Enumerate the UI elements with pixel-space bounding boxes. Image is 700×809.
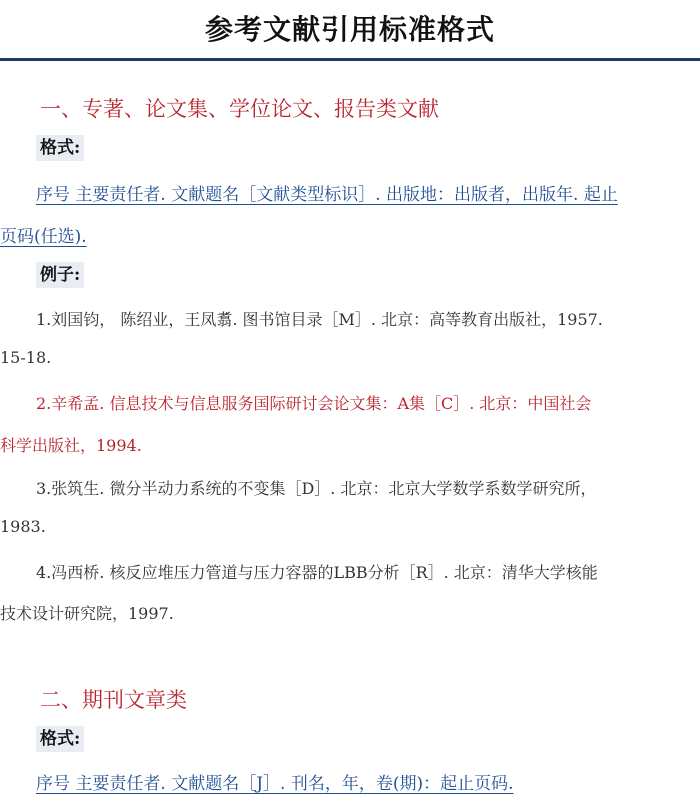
example-line-highlight: 科学出版社，1994.: [0, 436, 142, 455]
format-line: 序号 主要责任者. 文献题名［文献类型标识］. 出版地：出版者，出版年. 起止: [36, 185, 618, 205]
example-line: 技术设计研究院，1997.: [0, 604, 174, 623]
format-label: 格式:: [36, 135, 84, 161]
example-line: 1.刘国钧， 陈绍业，王凤翥. 图书馆目录［M］. 北京：高等教育出版社，1957.: [36, 310, 603, 329]
example-line: 1983.: [0, 517, 46, 536]
section-heading-books: 一、专著、论文集、学位论文、报告类文献: [40, 97, 439, 121]
format-line: 序号 主要责任者. 文献题名［J］. 刊名，年，卷(期)：起止页码.: [36, 774, 514, 794]
format-line: 页码(任选).: [0, 227, 87, 247]
example-line: 15-18.: [0, 348, 52, 367]
section-heading-journals: 二、期刊文章类: [40, 688, 187, 712]
example-line-highlight: 2.辛希孟. 信息技术与信息服务国际研讨会论文集：A集［C］. 北京：中国社会: [36, 394, 592, 413]
example-line: 3.张筑生. 微分半动力系统的不变集［D］. 北京：北京大学数学系数学研究所，: [36, 479, 597, 498]
example-label: 例子:: [36, 262, 84, 288]
title-divider: [0, 58, 700, 61]
format-label: 格式:: [36, 726, 84, 752]
page-title: 参考文献引用标准格式: [204, 13, 495, 46]
example-line: 4.冯西桥. 核反应堆压力管道与压力容器的LBB分析［R］. 北京：清华大学核能: [36, 563, 598, 582]
